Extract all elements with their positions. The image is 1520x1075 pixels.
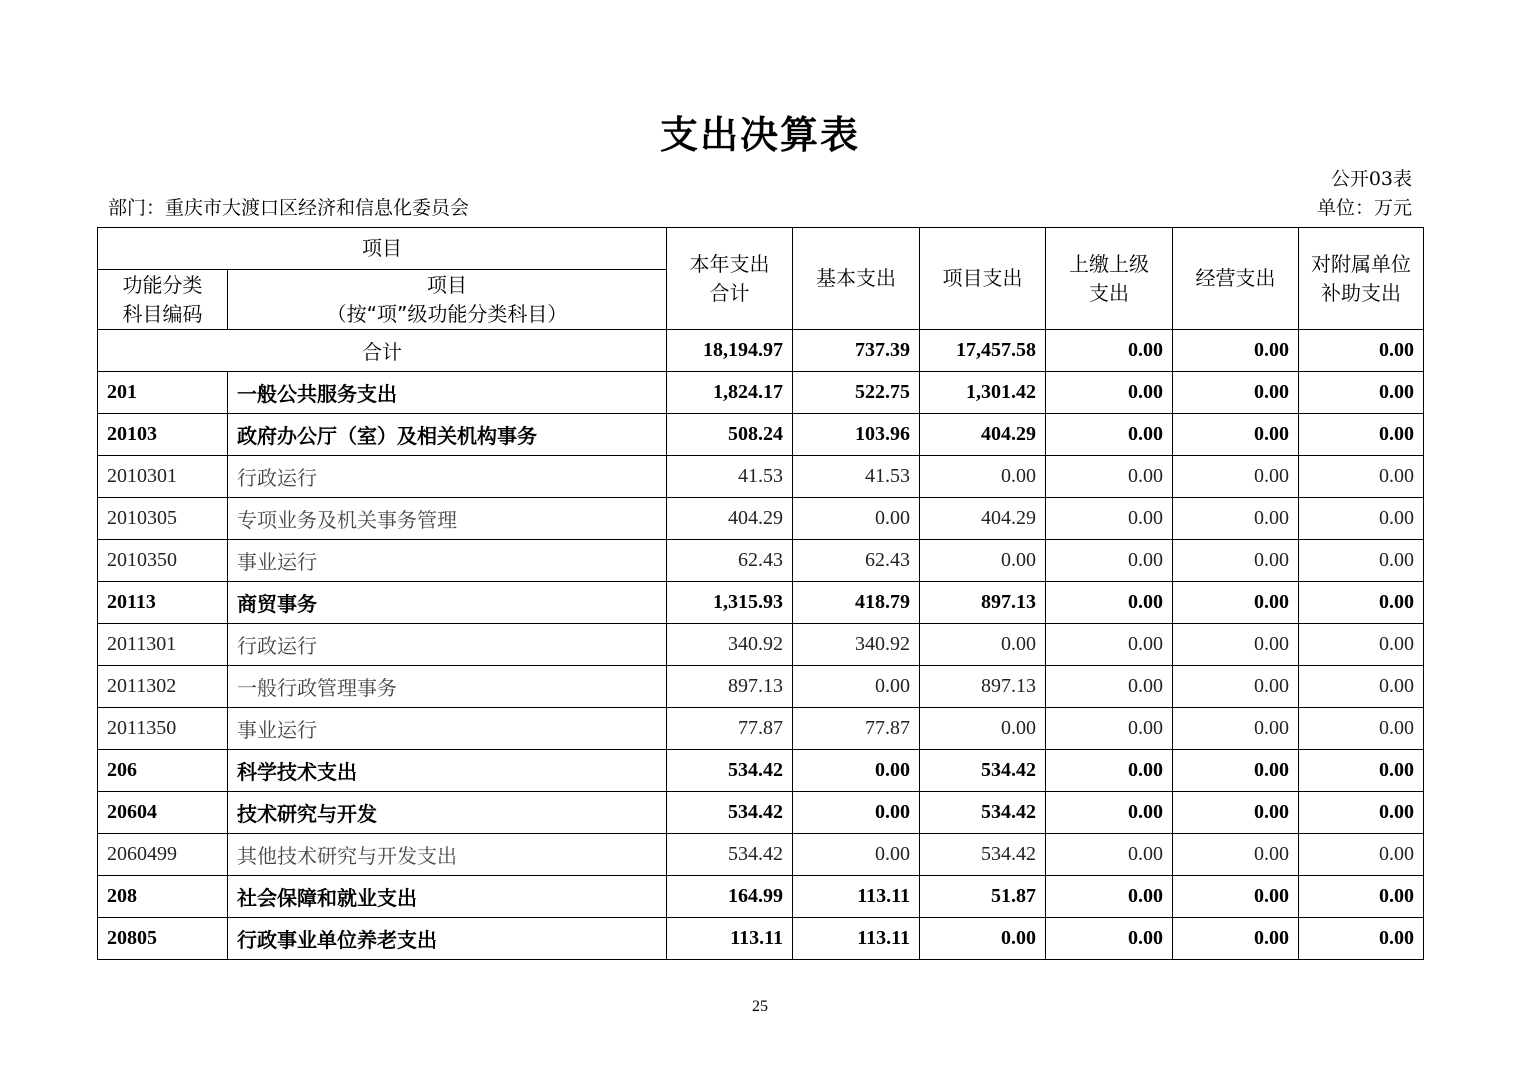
row-value: 1,301.42 <box>920 372 1046 414</box>
row-name: 行政运行 <box>228 624 667 666</box>
row-value: 534.42 <box>920 792 1046 834</box>
row-value: 0.00 <box>1299 372 1424 414</box>
row-code: 20113 <box>98 582 228 624</box>
row-code: 2011302 <box>98 666 228 708</box>
table-row <box>98 582 1424 624</box>
table-row <box>98 918 1424 960</box>
row-code: 20103 <box>98 414 228 456</box>
row-value: 404.29 <box>667 498 793 540</box>
table-row <box>98 498 1424 540</box>
row-value: 0.00 <box>1046 624 1173 666</box>
header-code-line1: 功能分类 <box>122 272 203 297</box>
row-name: 行政事业单位养老支出 <box>228 918 667 960</box>
row-value: 0.00 <box>1173 666 1299 708</box>
row-name: 一般公共服务支出 <box>228 372 667 414</box>
header-upper-line1: 上缴上级 <box>1069 251 1149 276</box>
header-subsidy-line2: 补助支出 <box>1321 280 1401 305</box>
row-value: 1,315.93 <box>667 582 793 624</box>
row-value: 0.00 <box>793 498 920 540</box>
row-value: 404.29 <box>920 414 1046 456</box>
department-label: 部门：重庆市大渡口区经济和信息化委员会 <box>108 197 470 219</box>
row-value: 0.00 <box>1173 834 1299 876</box>
total-row <box>98 330 1424 372</box>
row-value: 0.00 <box>1046 372 1173 414</box>
row-code: 20604 <box>98 792 228 834</box>
row-value: 534.42 <box>667 834 793 876</box>
header-name-line1: 项目 <box>427 272 467 297</box>
row-value: 51.87 <box>920 876 1046 918</box>
row-code: 201 <box>98 372 228 414</box>
row-value: 0.00 <box>1046 456 1173 498</box>
row-code: 208 <box>98 876 228 918</box>
row-name: 政府办公厅（室）及相关机构事务 <box>228 414 667 456</box>
row-value: 0.00 <box>920 540 1046 582</box>
header-business: 经营支出 <box>1173 228 1299 330</box>
row-name: 技术研究与开发 <box>228 792 667 834</box>
row-value: 62.43 <box>793 540 920 582</box>
row-value: 0.00 <box>1046 498 1173 540</box>
row-value: 0.00 <box>1299 414 1424 456</box>
row-value: 0.00 <box>1173 582 1299 624</box>
table-row <box>98 834 1424 876</box>
table-row <box>98 666 1424 708</box>
row-name: 事业运行 <box>228 708 667 750</box>
row-value: 1,824.17 <box>667 372 793 414</box>
row-value: 0.00 <box>1173 540 1299 582</box>
header-subsidy <box>1299 228 1424 330</box>
row-value: 0.00 <box>1173 876 1299 918</box>
header-project: 项目支出 <box>920 228 1046 330</box>
row-value: 0.00 <box>1299 456 1424 498</box>
table-row <box>98 372 1424 414</box>
row-value: 897.13 <box>667 666 793 708</box>
row-value: 41.53 <box>667 456 793 498</box>
row-value: 0.00 <box>1046 918 1173 960</box>
row-value: 0.00 <box>1299 750 1424 792</box>
row-code: 2010301 <box>98 456 228 498</box>
form-number: 公开03表 <box>1330 168 1412 190</box>
row-value: 0.00 <box>793 666 920 708</box>
row-value: 0.00 <box>1173 498 1299 540</box>
row-name: 行政运行 <box>228 456 667 498</box>
row-value: 340.92 <box>793 624 920 666</box>
row-name: 专项业务及机关事务管理 <box>228 498 667 540</box>
row-value: 0.00 <box>1046 750 1173 792</box>
row-value: 534.42 <box>920 834 1046 876</box>
header-name-line2: （按“项”级功能分类科目） <box>326 301 568 326</box>
row-name: 科学技术支出 <box>228 750 667 792</box>
header-upper-line2: 支出 <box>1089 280 1129 305</box>
table-row <box>98 876 1424 918</box>
total-cell: 0.00 <box>1173 330 1299 372</box>
row-value: 0.00 <box>920 456 1046 498</box>
row-name: 社会保障和就业支出 <box>228 876 667 918</box>
row-value: 0.00 <box>1173 414 1299 456</box>
header-code <box>98 270 228 330</box>
row-code: 206 <box>98 750 228 792</box>
row-value: 77.87 <box>667 708 793 750</box>
header-project-group: 项目 <box>98 228 667 270</box>
header-name <box>228 270 667 330</box>
row-value: 0.00 <box>1299 834 1424 876</box>
row-name: 其他技术研究与开发支出 <box>228 834 667 876</box>
row-code: 20805 <box>98 918 228 960</box>
row-value: 0.00 <box>1299 582 1424 624</box>
row-value: 534.42 <box>667 750 793 792</box>
row-value: 0.00 <box>1299 540 1424 582</box>
row-value: 0.00 <box>1299 624 1424 666</box>
row-value: 113.11 <box>793 918 920 960</box>
table-row <box>98 456 1424 498</box>
row-code: 2060499 <box>98 834 228 876</box>
row-name: 商贸事务 <box>228 582 667 624</box>
table-row <box>98 414 1424 456</box>
row-value: 103.96 <box>793 414 920 456</box>
row-value: 0.00 <box>1173 708 1299 750</box>
total-cell: 0.00 <box>1299 330 1424 372</box>
table-row <box>98 540 1424 582</box>
row-value: 404.29 <box>920 498 1046 540</box>
row-value: 0.00 <box>1299 918 1424 960</box>
row-value: 534.42 <box>667 792 793 834</box>
header-total-line2: 合计 <box>709 280 750 305</box>
page-number: 25 <box>752 998 768 1015</box>
total-cell: 0.00 <box>1046 330 1173 372</box>
total-cell: 18,194.97 <box>667 330 793 372</box>
total-cell: 737.39 <box>793 330 920 372</box>
header-subsidy-line1: 对附属单位 <box>1311 251 1411 276</box>
row-value: 0.00 <box>1299 498 1424 540</box>
row-value: 0.00 <box>920 624 1046 666</box>
row-value: 534.42 <box>920 750 1046 792</box>
page-title: 支出决算表 <box>659 113 860 157</box>
row-value: 0.00 <box>1046 708 1173 750</box>
row-value: 522.75 <box>793 372 920 414</box>
row-value: 897.13 <box>920 582 1046 624</box>
row-code: 2010305 <box>98 498 228 540</box>
unit-label: 单位：万元 <box>1316 197 1412 219</box>
row-value: 897.13 <box>920 666 1046 708</box>
row-value: 0.00 <box>1299 708 1424 750</box>
header-total-line1: 本年支出 <box>689 251 770 276</box>
row-code: 2010350 <box>98 540 228 582</box>
row-value: 0.00 <box>1173 624 1299 666</box>
row-value: 77.87 <box>793 708 920 750</box>
table-row <box>98 624 1424 666</box>
row-value: 41.53 <box>793 456 920 498</box>
row-value: 0.00 <box>1046 792 1173 834</box>
table-row <box>98 750 1424 792</box>
table-row <box>98 792 1424 834</box>
row-value: 0.00 <box>1046 540 1173 582</box>
header-upper <box>1046 228 1173 330</box>
row-value: 164.99 <box>667 876 793 918</box>
row-value: 0.00 <box>1046 582 1173 624</box>
row-value: 113.11 <box>793 876 920 918</box>
total-label: 合计 <box>98 330 667 372</box>
row-value: 0.00 <box>1299 792 1424 834</box>
row-value: 0.00 <box>1046 876 1173 918</box>
row-value: 508.24 <box>667 414 793 456</box>
table-row <box>98 708 1424 750</box>
row-value: 0.00 <box>793 834 920 876</box>
row-code: 2011350 <box>98 708 228 750</box>
row-code: 2011301 <box>98 624 228 666</box>
expenditure-table <box>97 227 1424 960</box>
row-value: 0.00 <box>1173 750 1299 792</box>
row-value: 0.00 <box>1046 834 1173 876</box>
row-value: 0.00 <box>1299 876 1424 918</box>
row-value: 0.00 <box>1173 792 1299 834</box>
row-value: 0.00 <box>920 708 1046 750</box>
row-value: 62.43 <box>667 540 793 582</box>
row-value: 113.11 <box>667 918 793 960</box>
row-value: 0.00 <box>1299 666 1424 708</box>
row-value: 0.00 <box>1046 414 1173 456</box>
row-value: 0.00 <box>793 792 920 834</box>
row-value: 418.79 <box>793 582 920 624</box>
header-total <box>667 228 793 330</box>
header-code-line2: 科目编码 <box>122 301 203 326</box>
row-value: 0.00 <box>1173 918 1299 960</box>
row-value: 0.00 <box>1173 372 1299 414</box>
row-value: 0.00 <box>1173 456 1299 498</box>
row-value: 0.00 <box>1046 666 1173 708</box>
header-basic: 基本支出 <box>793 228 920 330</box>
row-value: 0.00 <box>920 918 1046 960</box>
row-name: 一般行政管理事务 <box>228 666 667 708</box>
row-value: 340.92 <box>667 624 793 666</box>
row-value: 0.00 <box>793 750 920 792</box>
row-name: 事业运行 <box>228 540 667 582</box>
total-cell: 17,457.58 <box>920 330 1046 372</box>
